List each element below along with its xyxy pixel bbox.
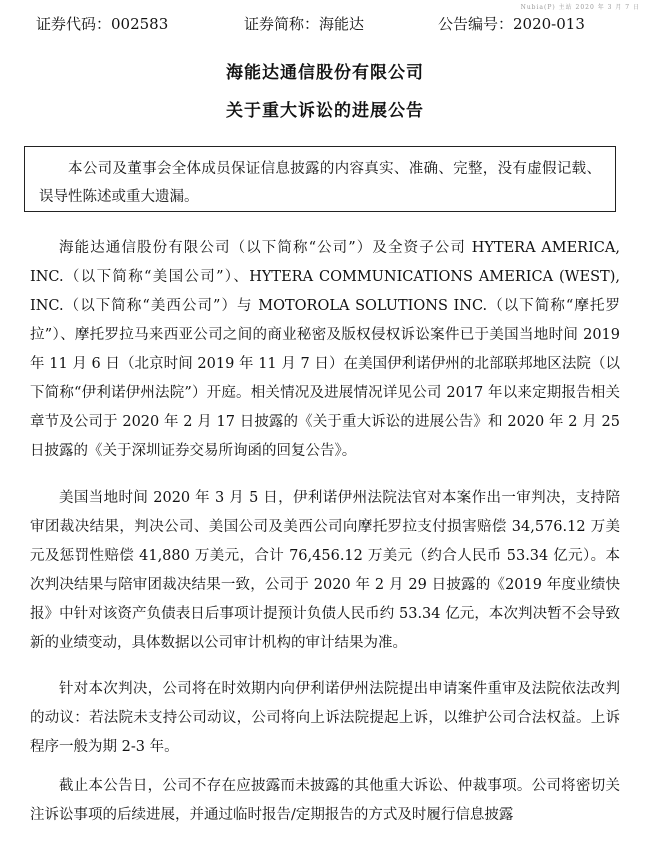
paragraph-appeal: 针对本次判决，公司将在时效期内向伊利诺伊州法院提出申请案件重审及法院依法改判的动议：若法院未支持公司动议，公司将向上诉法院提起上诉，以维护公司合法权益。上诉程序一般为期 2-3 年。 xyxy=(30,681,620,755)
announcement-title: 关于重大诉讼的进展公告 xyxy=(226,101,424,121)
stock-name: 证券简称：海能达 xyxy=(244,15,365,33)
stock-code: 证券代码：002583 xyxy=(36,15,169,33)
company-title: 海能达通信股份有限公司 xyxy=(226,63,424,83)
paragraph-disclosure: 截止本公告日，公司不存在应披露而未披露的其他重大诉讼、仲裁事项。公司将密切关注诉讼事项的后续进展，并通过临时报告/定期报告的方式及时履行信息披露 xyxy=(30,778,620,823)
announcement-number: 公告编号：2020-013 xyxy=(438,15,585,33)
paragraph-judgment: 美国当地时间 2020 年 3 月 5 日，伊利诺伊州法院法官对本案作出一审判决，支持陪审团裁决结果，判决公司、美国公司及美西公司向摩托罗拉支付损害赔偿 34,576.12 万美元及惩罚性赔偿 41,880 万美元，合计 76,456.12 万美元（约合人民币 53.34 亿元）。本次判决结果与陪审团裁决结果一致，公司于 2020 年 2 月 29 日披露的《2019 年度业绩快报》中针对该资产负债表日后事项计提预计负债人民币约 53.34 亿元，本次判决暂不会导致新的业绩变动，具体数据以公司审计机构的审计结果为准。 xyxy=(30,490,620,651)
paragraph-background: 海能达通信股份有限公司（以下简称“公司”）及全资子公司 HYTERA AMERICA, INC.（以下简称“美国公司”）、HYTERA COMMUNICATIONS AMERICA (WEST), INC.（以下简称“美西公司”）与 MOTOROLA SOLUTIONS INC.（以下简称“摩托罗拉”）、摩托罗拉马来西亚公司之间的商业秘密及版权侵权诉讼案件已于美国当地时间 2019 年 11 月 6 日（北京时间 2019 年 11 月 7 日）在美国伊利诺伊州的北部联邦地区法院（以下简称“伊利诺伊州法院”）开庭。相关情况及进展情况详见公司 2017 年以来定期报告相关章节及公司于 2020 年 2 月 17 日披露的《关于重大诉讼的进展公告》和 2020 年 2 月 25 日披露的《关于深圳证券交易所询函的回复公告》。 xyxy=(30,240,620,459)
announcement-header xyxy=(36,12,614,36)
document-stamp: Nubia(P) 主站 2020 年 3 月 7 日 xyxy=(520,4,640,11)
board-guarantee-notice: 本公司及董事会全体成员保证信息披露的内容真实、准确、完整，没有虚假记载、误导性陈述或重大遗漏。 xyxy=(24,146,616,212)
